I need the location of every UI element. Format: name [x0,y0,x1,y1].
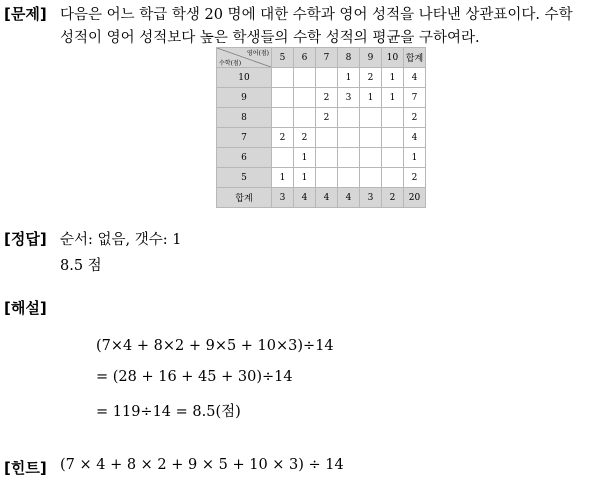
table-cell [382,148,404,168]
table-cell-total: 4 [404,128,426,148]
table-cell [316,68,338,88]
row-header: 6 [217,148,272,168]
column-header-total: 합계 [404,48,426,68]
total-cell: 4 [294,188,316,208]
explanation-formula-line2: = (28 + 16 + 45 + 30)÷14 [96,369,293,385]
table-cell: 2 [272,128,294,148]
table-cell: 2 [316,88,338,108]
column-header: 8 [338,48,360,68]
table-row [217,128,426,148]
table-cell: 1 [338,68,360,88]
total-cell: 2 [382,188,404,208]
table-cell: 1 [294,168,316,188]
table-cell [316,148,338,168]
table-cell [316,168,338,188]
table-total-row [217,188,426,208]
table-row [217,88,426,108]
table-cell [272,68,294,88]
table-cell [294,108,316,128]
problem-text-line1: 다음은 어느 학급 학생 20 명에 대한 수학과 영어 성적을 나타낸 상관표이다. 수학 [60,7,573,23]
corner-math-label: 수학(점) [219,60,242,67]
table-row [217,108,426,128]
problem-text-line2: 성적이 영어 성적보다 높은 학생들의 수학 성적의 평균을 구하여라. [60,30,480,46]
hint-formula: (7 × 4 + 8 × 2 + 9 × 5 + 10 × 3) ÷ 14 [60,457,344,473]
table-cell [316,128,338,148]
table-cell [272,148,294,168]
row-header: 7 [217,128,272,148]
table-cell [338,108,360,128]
answer-text-line1: 순서: 없음, 갯수: 1 [60,232,182,248]
total-cell: 4 [338,188,360,208]
table-cell-total: 1 [404,148,426,168]
table-cell [272,88,294,108]
table-cell [360,148,382,168]
total-cell: 3 [360,188,382,208]
table-cell [382,108,404,128]
column-header: 7 [316,48,338,68]
table-cell-total: 7 [404,88,426,108]
table-header-row [217,48,426,68]
table-cell: 1 [360,88,382,108]
total-cell-grand: 20 [404,188,426,208]
total-row-header: 합계 [217,188,272,208]
column-header: 6 [294,48,316,68]
corner-english-label: 영어(점) [246,50,269,57]
table-cell-total: 2 [404,168,426,188]
table-cell-total: 4 [404,68,426,88]
table-cell: 1 [272,168,294,188]
row-header: 10 [217,68,272,88]
column-header: 5 [272,48,294,68]
column-header: 9 [360,48,382,68]
table-cell [382,128,404,148]
explanation-formula-line3: = 119÷14 = 8.5(점) [96,404,241,420]
row-header: 9 [217,88,272,108]
table-cell [360,168,382,188]
table-row [217,148,426,168]
table-cell [338,148,360,168]
table-cell [272,108,294,128]
table-cell: 2 [360,68,382,88]
table-cell [360,128,382,148]
table-cell [338,128,360,148]
total-cell: 4 [316,188,338,208]
table-cell [382,168,404,188]
table-cell: 1 [382,88,404,108]
problem-label: [문제] [4,5,47,23]
table-cell: 1 [382,68,404,88]
column-header: 10 [382,48,404,68]
table-cell [338,168,360,188]
table-row [217,168,426,188]
table-row [217,68,426,88]
table-cell: 2 [316,108,338,128]
hint-label: [힌트] [4,459,47,477]
explanation-formula-line1: (7×4 + 8×2 + 9×5 + 10×3)÷14 [96,338,334,354]
row-header: 5 [217,168,272,188]
table-cell [294,88,316,108]
total-cell: 3 [272,188,294,208]
explanation-label: [해설] [4,299,47,317]
table-cell [360,108,382,128]
table-corner-cell [217,48,272,68]
row-header: 8 [217,108,272,128]
answer-text-line2: 8.5 점 [60,258,102,274]
correlation-table [216,47,426,208]
table-cell: 3 [338,88,360,108]
table-cell: 1 [294,148,316,168]
table-cell-total: 2 [404,108,426,128]
table-cell: 2 [294,128,316,148]
table-cell [294,68,316,88]
answer-label: [정답] [4,230,47,248]
